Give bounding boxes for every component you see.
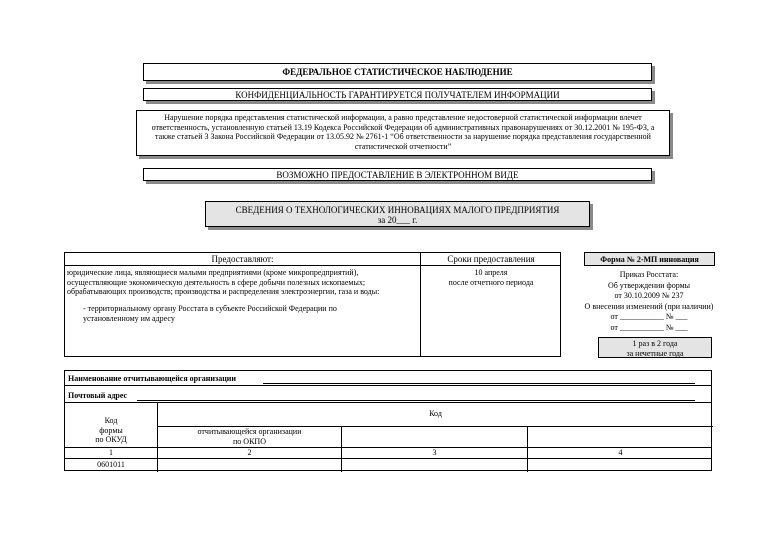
warning-text: Нарушение порядка представления статистической информации, а равно представление недостоверной статистической информации влечет ответственность, установленную статьей 13.19 Кодекса Российской Федерации об административных правонарушениях от 30.12.2001 № 195-ФЗ, а также статьей 3 Закона Российской Федерации от 13.05.92 № 2761-1 “Об ответственности за нарушение порядка представления государственной статистической отчетности” xyxy=(151,113,655,151)
form-changes-line2: от ___________ № ___ xyxy=(610,322,688,332)
report-period: за 20___ г. xyxy=(377,215,418,225)
confidentiality-box xyxy=(143,88,652,101)
org-table xyxy=(64,370,712,471)
header-title-box xyxy=(143,63,652,81)
providers-table xyxy=(64,252,561,357)
electronic-box xyxy=(143,168,652,181)
form-approval: Об утверждении формы xyxy=(607,280,691,290)
form-approval-block xyxy=(578,270,720,333)
deadline-value xyxy=(421,268,561,287)
electronic-text: ВОЗМОЖНО ПРЕДОСТАВЛЕНИЕ В ЭЛЕКТРОННОМ ВИДЕ xyxy=(276,170,519,180)
header-title: ФЕДЕРАЛЬНОЕ СТАТИСТИЧЕСКОЕ НАБЛЮДЕНИЕ xyxy=(282,67,513,77)
form-number: Форма № 2-МП инновация xyxy=(600,255,699,264)
code-header: Код xyxy=(429,409,442,418)
col-number-2: 2 xyxy=(247,448,252,457)
form-changes: О внесении изменений (при наличии) xyxy=(584,301,714,311)
org-address-label: Почтовый адрес xyxy=(68,391,128,400)
deadline-line1: 10 апреля xyxy=(474,268,508,277)
frequency-box xyxy=(598,337,712,358)
col-number-3: 3 xyxy=(432,448,437,457)
providers-to-whom: - территориальному органу Росстата в субъекте Российской Федерации по установленному им адресу xyxy=(83,304,337,323)
org-name-field xyxy=(263,383,695,384)
providers-header: Предоставляют: xyxy=(211,254,274,264)
form-changes-line1: от ___________ № ___ xyxy=(610,312,688,321)
okud-value: 0601011 xyxy=(97,460,125,469)
providers-who: юридические лица, являющиеся малыми предприятиями (кроме микропредприятий), осуществляющие экономическую деятельность в сфере добычи полезных ископаемых; обрабатывающих производств; производства и распределения электроэнергии, газа и воды: xyxy=(67,268,380,296)
col-number-1: 1 xyxy=(109,448,113,457)
deadline-line2: после отчетного периода xyxy=(448,277,534,287)
deadline-header: Сроки предоставления xyxy=(447,254,535,264)
okud-header: Код формы по ОКУД xyxy=(95,416,127,444)
frequency-line2: за нечетные года xyxy=(626,348,684,358)
form-number-box xyxy=(584,252,715,266)
okpo-header: отчитывающейся организации по ОКПО xyxy=(197,427,302,446)
col-number-4: 4 xyxy=(618,448,623,457)
frequency-line1: 1 раз в 2 года xyxy=(632,339,678,348)
warning-box xyxy=(136,110,670,156)
form-approval-date: от 30.10.2009 № 237 xyxy=(614,291,684,300)
org-name-label: Наименование отчитывающейся организации xyxy=(68,374,237,383)
report-title-box xyxy=(205,201,590,227)
report-title: СВЕДЕНИЯ О ТЕХНОЛОГИЧЕСКИХ ИННОВАЦИЯХ МАЛОГО ПРЕДПРИЯТИЯ xyxy=(235,205,560,215)
form-order: Приказ Росстата: xyxy=(619,270,679,279)
confidentiality-text: КОНФИДЕНЦИАЛЬНОСТЬ ГАРАНТИРУЕТСЯ ПОЛУЧАТЕЛЕМ ИНФОРМАЦИИ xyxy=(235,90,560,100)
org-address-field xyxy=(137,400,695,401)
